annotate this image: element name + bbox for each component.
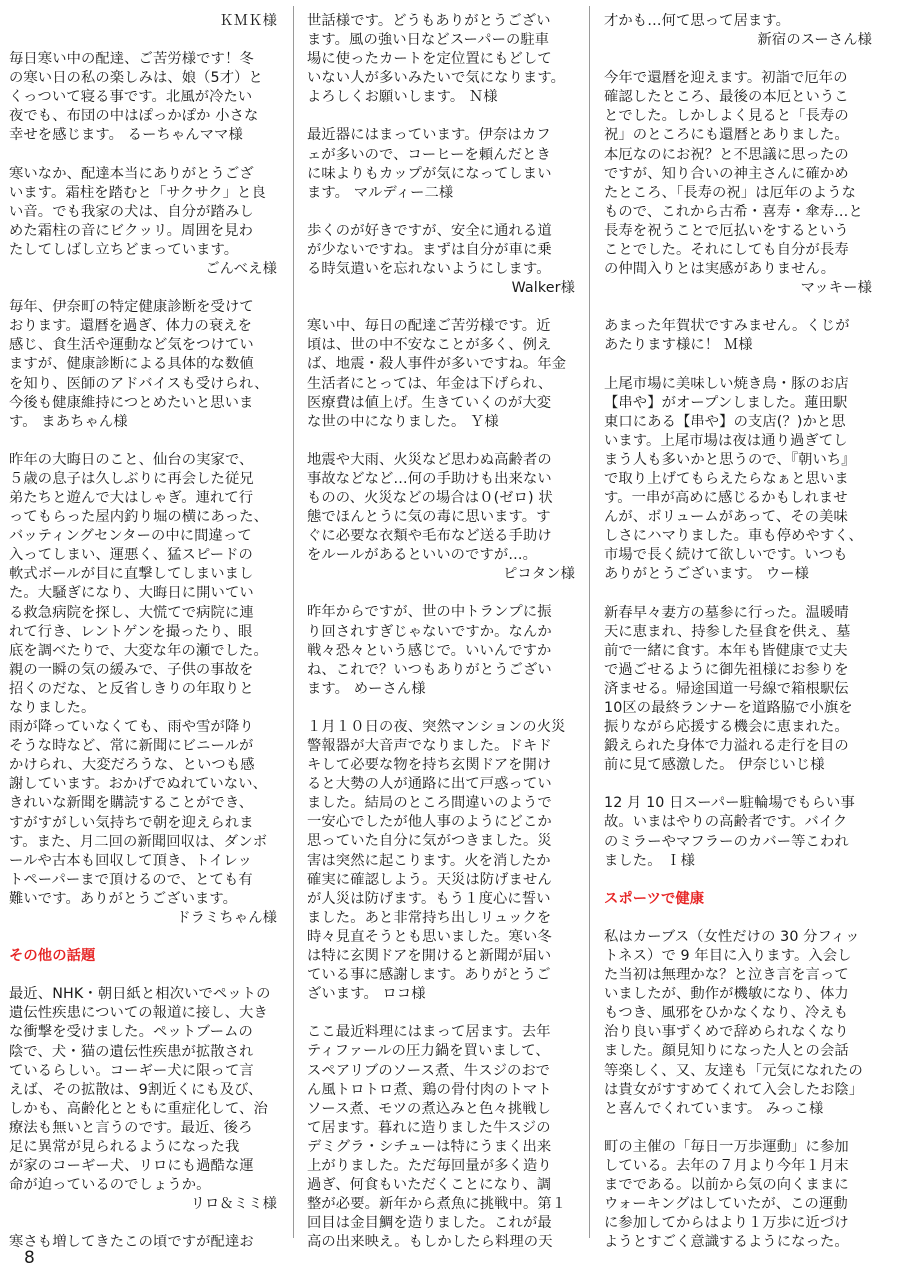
column-2: [307, 12, 575, 1271]
signature: マッキー様: [800, 280, 872, 297]
letter: 昨年の大晦日のこと、仙台の実家で、 ５歳の息子は久しぶりに再会した従兄 弟たちと遊んで大はしゃぎ。連れて行 ってもらった屋内釣り堀の横にあった、 バッティングセンターの中に間違って 入ってしまい、運悪く、猛スピードの 軟式ボールが目に直撃してしまいまし た。大騒ぎになり、大晦日に開いてい る救急病院を探し、大慌てで病院に連 れて行き、レントゲンを撮ったり、眼 底を調べたりで、大変な年の瀬でした。 親の一瞬の気の緩みで、子供の事故を 招くのだな、と反省しきりの年取りと なりました。: [9, 451, 268, 716]
letter: 歩くのが好きですが、安全に通れる道 が少ないですね。まずは自分が車に乗 る時気遣いを忘れないようにします。: [307, 222, 552, 278]
letter: 寒いなか、配達本当にありがとうござ います。霜柱を踏むと「サクサク」と良 い音。でも我家の犬は、自分が踏みし めた霜柱の音にビクッリ。周囲を見わ たしてしばし立ちどまっています。: [9, 165, 266, 258]
letter: 寒い中、毎日の配達ご苦労様です。近 頃は、世の中不安なことが多く、例え ば、地震・殺人事件が多いですね。年金 生活者にとっては、年金は下げられ、 医療費は値上げ。生きていくのが大変 な世の中になりました。 Ｙ様: [307, 318, 567, 430]
letter: 地震や大雨、火災など思わぬ高齢者の 事故などなど…何の手助けも出来ない ものの、火災などの場合は０(ゼロ) 状 態でほんとうに気の毒に思います。す ぐに必要な衣類や毛布など送る手助け をルールがあるといいのですが…。: [307, 451, 553, 564]
signature: リロ＆ミミ様: [190, 1196, 277, 1213]
letter: 昨年からですが、世の中トランプに振 り回されすぎじゃないですか。なんか 戦々恐々という感じで。いいんですか ね、これで？いつもありがとうござい ます。 めーさん様: [307, 604, 552, 697]
section-heading-other-topics: その他の話題: [9, 948, 96, 965]
letter: あまった年賀状ですみません。くじが あたります様に！ Ｍ様: [604, 318, 850, 354]
letter: 最近、NHK・朝日紙と相次いでペットの 遺伝性疾患についての報道に接し、大き な衝撃を受けました。ペットブームの 陰で、犬・猫の遺伝性疾患が拡散され ているらしい。コーギー犬に限って言 えば、その拡散は、9割近くにも及び、 しかも、高齢化とともに重症化して、治 療法も無いと言うのです。最近、後ろ 足に異常が見られるようになった我 が家のコーギー犬、リロにも過酷な運 命が迫っているのでしょうか。: [9, 986, 271, 1194]
letter: 私はカーブス（女性だけの 30 分フィッ トネス）で 9 年目に入ります。入会し た当初は無理かな？と泣き言を言って いましたが、動作が機敏になり、体力 もつき、風邪をひかなくなり、冷えも 治り良い事ずくめで辞められなくなり ました。顔見知りになった人との会話 等楽しく、又、友達も「元気になれたの は貴女がすすめてくれて入会したお陰」 と喜んでくれています。 みっこ様: [604, 928, 864, 1117]
letter: 上尾市場に美味しい焼き鳥・豚のお店 【串や】がオープンしました。蓮田駅 東口にある【串や】の支店(？)かと思 います。上尾市場は夜は通り過ぎてし まう人も多いかと思うので、『朝いち』 で取り上げてもらえたらなぁと思いま す。一串が高めに感じるかもしれませ んが、ボリュームがあって、その美味 しさにハマりました。車も停めやすく、 市場で長く続けて欲しいです。いつも ありがとうございます。 ウー様: [604, 375, 863, 583]
page-number: 8: [24, 1248, 35, 1268]
letter: 新春早々妻方の墓参に行った。温暖晴 天に恵まれ、持参した昼食を供え、墓 前で一緒に食す。本年も皆健康で丈夫 で過ごせるように御先祖様にお参りを 済ませる。帰途国道一号線で箱根駅伝 10区の最終ランナーを道路脇で小旗を 振りながら応援する機会に恵まれた。 鍛えられた身体で力溢れる走行を目の 前に見て感激した。 伊奈じいじ様: [604, 604, 853, 774]
letter: 雨が降っていなくても、雨や雪が降り そうな時など、常に新聞にビニールが かけられ、大変だろうな、といつも感 謝しています。おかげでぬれていない、 きれいな新聞を購読することができ、 すがすがしい気持ちで朝を迎えられま す。また、月二回の新聞回収は、ダンボ ールや古本も回収して頂き、トイレッ トペーパーまで頂けるので、とても有 難いです。ありがとうございます。: [9, 719, 268, 907]
section-heading-sports: スポーツで健康: [604, 890, 705, 907]
column-1: [9, 12, 277, 1271]
column-divider-1: [293, 6, 294, 1238]
letter: 世話様です。どうもありがとうござい ます。風の強い日などスーパーの駐車 場に使ったカートを定位置にもどして いない人が多いみたいで気になります。 よろしくお願いします。 Ｎ様: [307, 13, 565, 106]
letter: 才かも…何て思って居ます。: [604, 13, 791, 29]
letter: 寒さも増してきたこの頃ですが配達お: [9, 1234, 254, 1251]
letter: 毎年、伊奈町の特定健康診断を受けて おります。還暦を過ぎ、体力の衰えを 感じ、食生活や運動など気をつけてい ますが、健康診断による具体的な数値 を知り、医師のアドバイスも受けられ、 今後も健康維持につとめたいと思いま す。 まあちゃん様: [9, 299, 269, 430]
letter: 毎日寒い中の配達、ご苦労様です！冬 の寒い日の私の楽しみは、娘（5才）と くっついて寝る事です。北風が冷たい 夜でも、布団の中はぽっかぽか 小さな 幸せを感じます。 るーちゃんママ様: [9, 51, 263, 144]
signature: ピコタン様: [503, 566, 575, 583]
column-divider-2: [589, 6, 590, 1238]
signature: Walker様: [511, 280, 575, 297]
letter: 最近器にはまっています。伊奈はカフ ェが多いので、コーヒーを頼んだとき に味よりもカップが気になってしまい ます。 マルディー二様: [307, 127, 552, 201]
letter: １月１０日の夜、突然マンションの火災 警報器が大音声でなりました。ドキド キして必要な物を持ち玄関ドアを開け ると大勢の人が通路に出て戸惑ってい ました。結局のところ間違いのようで 一安心でしたが他人事のようにどこか 思っていた自分に気がつきました。災 害は突然に起こります。火を消したか 確実に確認しよう。天災は防げません が人災は防げます。もう１度心に誓い ました。あと非常持ち出しリュックを 時々見直そうとも思いました。寒い冬 は特に玄関ドアを開けると新聞が届い ている事に感謝します。ありがとうご ざいます。 ロコ様: [307, 718, 566, 1003]
signature: ＫＭＫ様: [219, 13, 277, 29]
letter: 12 月 10 日スーパー駐輪場でもらい事 故。いまはやりの高齢者です。バイク のミラーやマフラーのカバー等こわれ ました。 Ｉ様: [604, 795, 855, 869]
letter: 町の主催の「毎日一万歩運動」に参加 している。去年の７月より今年１月末 までである。以前から気の向くままに ウォーキングはしていたが、この運動 に参加してからはより１万歩に近づけ ようとすごく意識するようになった。: [604, 1138, 849, 1251]
signature: 新宿のスーさん様: [757, 32, 872, 49]
letter: 今年で還暦を迎えます。初詣で厄年の 確認したところ、最後の本厄というこ とでした。しかしよく見ると「長寿の 祝」のところにも還暦とありました。 本厄なのにお祝？と不思議に思ったの ですが、知り合いの神主さんに確かめ たところ、「長寿の祝」は厄年のような もので、これから古希・喜寿・傘寿…と 長寿を祝うことで厄払いをするという ことでした。それにしても自分が長寿 の仲間入りとは実感がありません。: [604, 70, 863, 278]
letter: ここ最近料理にはまって居ます。去年 ティファールの圧力鍋を買いまして、 スペアリブのソース煮、牛スジのおで ん風トロトロ煮、鶏の骨付肉のトマト ソース煮、モツの煮込みと色々挑戦し て居ます。暮れに造りました牛スジの デミグラ・シチューは特にうまく出来 上がりました。ただ毎回量が多く造り 過ぎ、何食もいただくことになり、調 整が必要。新年から煮魚に挑戦中。第１ 回目は金目鯛を造りました。これが最 高の出来映え。もしかしたら料理の天: [307, 1024, 567, 1251]
signature: ごんべえ様: [205, 261, 277, 278]
column-3: [604, 12, 872, 1271]
signature: ドラミちゃん様: [176, 910, 277, 927]
